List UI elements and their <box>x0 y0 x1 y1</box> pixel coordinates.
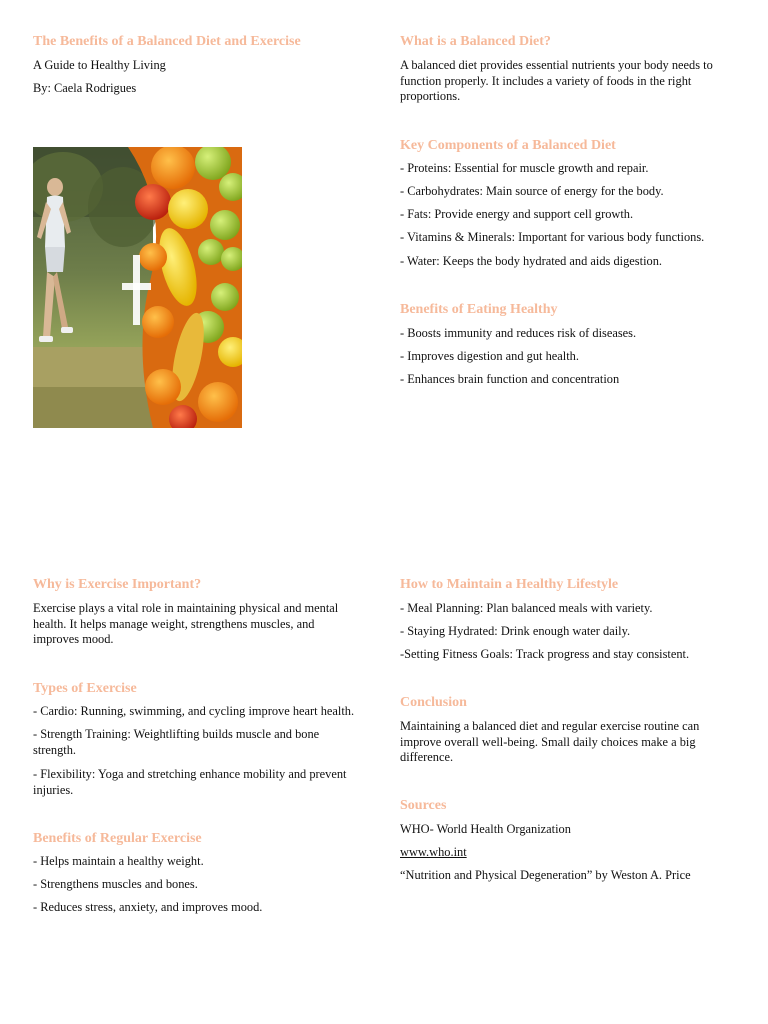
conclusion-text: Maintaining a balanced diet and regular exercise routine can improve overall well-being. Small daily choices make a big difference. <box>400 719 700 765</box>
balanced-diet-heading: What is a Balanced Diet? <box>400 34 551 49</box>
exercise-importance-text: Exercise plays a vital role in maintaining physical and mental health. It helps manage weight, strengthens muscles, and improves mood. <box>33 601 339 647</box>
key-component-item: - Water: Keeps the body hydrated and aids digestion. <box>400 254 663 268</box>
lifestyle-heading: How to Maintain a Healthy Lifestyle <box>400 577 619 592</box>
lifestyle-item: -Setting Fitness Goals: Track progress and stay consistent. <box>400 647 690 661</box>
key-components-heading: Key Components of a Balanced Diet <box>400 138 616 153</box>
eating-benefits-heading: Benefits of Eating Healthy <box>400 302 558 317</box>
author-line: By: Caela Rodrigues <box>33 81 137 95</box>
eating-benefit-item: - Enhances brain function and concentration <box>400 372 620 386</box>
exercise-benefit-item: - Helps maintain a healthy weight. <box>33 854 204 868</box>
document-title: The Benefits of a Balanced Diet and Exercise <box>33 34 301 49</box>
lifestyle-item: - Staying Hydrated: Drink enough water daily. <box>400 624 631 638</box>
balanced-diet-text: A balanced diet provides essential nutrients your body needs to function properly. It includes a variety of foods in the right proportions. <box>400 58 713 104</box>
conclusion-heading: Conclusion <box>400 695 467 710</box>
exercise-benefit-item: - Reduces stress, anxiety, and improves mood. <box>33 900 263 914</box>
exercise-type-item: - Flexibility: Yoga and stretching enhance mobility and prevent injuries. <box>33 767 347 797</box>
who-website-link[interactable]: www.who.int <box>400 845 467 859</box>
key-component-item: - Proteins: Essential for muscle growth and repair. <box>400 161 649 175</box>
eating-benefit-item: - Boosts immunity and reduces risk of diseases. <box>400 326 637 340</box>
subtitle: A Guide to Healthy Living <box>33 58 166 72</box>
key-component-item: - Carbohydrates: Main source of energy for the body. <box>400 184 664 198</box>
exercise-type-item: - Strength Training: Weightlifting builds muscle and bone strength. <box>33 727 320 757</box>
lifestyle-item: - Meal Planning: Plan balanced meals with variety. <box>400 601 653 615</box>
exercise-types-heading: Types of Exercise <box>33 681 137 696</box>
exercise-importance-heading: Why is Exercise Important? <box>33 577 202 592</box>
sources-heading: Sources <box>400 798 447 813</box>
exercise-type-item: - Cardio: Running, swimming, and cycling improve heart health. <box>33 704 355 718</box>
source-item: “Nutrition and Physical Degeneration” by Weston A. Price <box>400 868 691 882</box>
key-component-item: - Fats: Provide energy and support cell growth. <box>400 207 634 221</box>
eating-benefit-item: - Improves digestion and gut health. <box>400 349 579 363</box>
exercise-benefits-heading: Benefits of Regular Exercise <box>33 831 202 846</box>
key-component-item: - Vitamins & Minerals: Important for various body functions. <box>400 230 705 244</box>
exercise-benefit-item: - Strengthens muscles and bones. <box>33 877 198 891</box>
source-item: WHO- World Health Organization <box>400 822 571 836</box>
diet-exercise-photo <box>33 147 242 428</box>
